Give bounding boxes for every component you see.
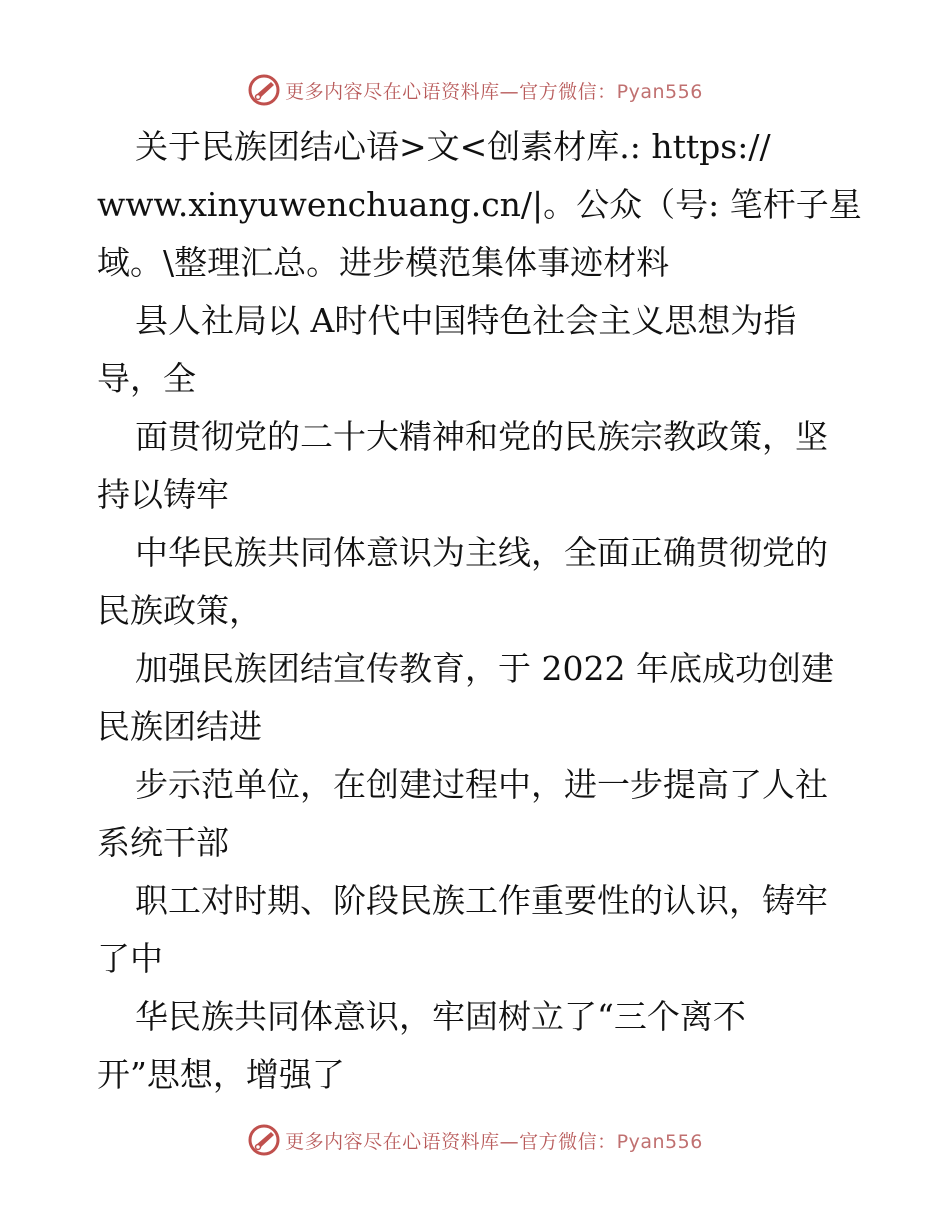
banner-text bbox=[285, 77, 703, 104]
paragraph bbox=[97, 524, 857, 640]
text-line: 中华民族共同体意识为主线，全面正确贯彻党的 bbox=[135, 533, 828, 572]
banner-label: 更多内容尽在心语资料库—官方微信： bbox=[285, 1130, 617, 1153]
text-line: 民族团结进 bbox=[97, 707, 262, 746]
text-line: 持以铸牢 bbox=[97, 475, 229, 514]
footer-banner bbox=[0, 1120, 950, 1160]
header-banner bbox=[0, 70, 950, 110]
text-line: www.xinyuwenchuang.cn/|。公众（号: 笔杆子星 bbox=[97, 185, 862, 224]
brand-logo-icon bbox=[247, 73, 281, 107]
banner-text bbox=[285, 1127, 703, 1154]
paragraph bbox=[97, 756, 857, 872]
text-line: 导，全 bbox=[97, 359, 196, 398]
banner-label: 更多内容尽在心语资料库—官方微信： bbox=[285, 80, 617, 103]
text-line: 开”思想，增强了 bbox=[97, 1055, 345, 1094]
text-line: 域。\整理汇总。进步模范集体事迹材料 bbox=[97, 243, 670, 282]
text-line: 职工对时期、阶段民族工作重要性的认识，铸牢 bbox=[135, 881, 828, 920]
text-line: 面贯彻党的二十大精神和党的民族宗教政策，坚 bbox=[135, 417, 828, 456]
banner-wechat-handle: Pyan556 bbox=[616, 80, 703, 103]
text-line: 步示范单位，在创建过程中，进一步提高了人社 bbox=[135, 765, 828, 804]
paragraph bbox=[97, 118, 862, 292]
text-line: 民族政策， bbox=[97, 591, 262, 630]
paragraph bbox=[97, 872, 857, 988]
paragraph bbox=[97, 988, 857, 1104]
document-body bbox=[97, 118, 862, 1104]
text-line: 县人社局以 A时代中国特色社会主义思想为指 bbox=[135, 301, 797, 340]
paragraph bbox=[97, 640, 857, 756]
text-line: 华民族共同体意识，牢固树立了“三个离不 bbox=[135, 997, 746, 1036]
paragraph bbox=[97, 408, 857, 524]
banner-wechat-handle: Pyan556 bbox=[616, 1130, 703, 1153]
brand-logo-icon bbox=[247, 1123, 281, 1157]
text-line: 系统干部 bbox=[97, 823, 229, 862]
text-line: 了中 bbox=[97, 939, 163, 978]
paragraph bbox=[97, 292, 857, 408]
text-line: 关于民族团结心语>文<创素材库.: https:// bbox=[135, 127, 771, 166]
text-line: 加强民族团结宣传教育，于 2022 年底成功创建 bbox=[135, 649, 834, 688]
